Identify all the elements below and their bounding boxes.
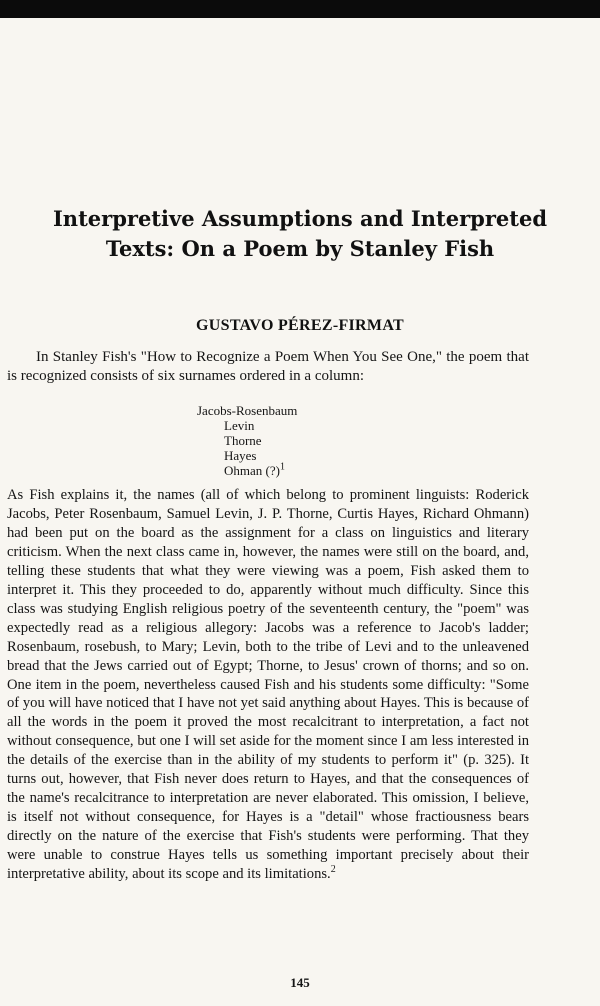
page-number: 145 (290, 975, 310, 990)
poem-line-last (197, 463, 297, 478)
intro-paragraph: In Stanley Fish's "How to Recognize a Poem When You See One," the poem that is recognized consists of six surnames ordered in a column: (7, 349, 529, 384)
author-name: GUSTAVO PÉREZ-FIRMAT (196, 317, 404, 334)
footnote-marker-2: 2 (330, 864, 336, 876)
poem-block (197, 403, 297, 478)
poem-line: Thorne (224, 433, 262, 448)
article-title (0, 204, 600, 264)
body-paragraph-text: As Fish explains it, the names (all of which belong to prominent linguists: Roderick Jacobs, Peter Rosenbaum, Samuel Levin, J. P. Thorne, Curtis Hayes, Richard Ohmann) had been put on the board as the assignment for a class on linguistics and literary criticism. When the next class came in, however, the names were still on the board, and, telling these students that what they were viewing was a poem, Fish asked them to interpret it. This they proceeded to do, apparently without much difficulty. Since this class was studying English religious poetry of the seventeenth century, the "poem" was expectedly read as a religious allegory: Jacobs was a reference to Jacob's ladder; Rosenbaum, rosebush, to Mary; Levin, both to the tribe of Levi and to the unleavened bread that the Jews carried out of Egypt; Thorne, to Jesus' crown of thorns; and so on. One item in the poem, nevertheless caused Fish and his students some difficulty: "Some of you will have noticed that I have not yet said anything about Hayes. This is because of all the words in the poem it proved the most recalcitrant to interpretation, a fact not without consequence, but one I will set aside for the moment since I am less interested in the details of the exercise than in the ability of my students to perform it" (p. 325). It turns out, however, that Fish never does return to Hayes, and that the consequences of the name's recalcitrance to interpretation are never elaborated. This omission, I believe, is itself not without consequence, for Hayes is a "detail" whose fractiousness bears directly on the nature of the exercise that Fish's students were performing. That they were unable to construe Hayes tells us something important precisely about their interpretative ability, about its scope and its limitations. (7, 487, 529, 883)
body-paragraph (7, 486, 529, 884)
title-line-2: Texts: On a Poem by Stanley Fish (105, 236, 495, 261)
footnote-marker-1: 1 (279, 461, 285, 473)
poem-line: Hayes (224, 448, 257, 463)
title-line-1: Interpretive Assumptions and Interpreted (52, 206, 547, 231)
poem-line: Jacobs-Rosenbaum (197, 403, 298, 418)
poem-line-text: Ohman (?) (224, 463, 280, 478)
scan-edge (0, 0, 600, 18)
poem-line: Levin (224, 418, 255, 433)
